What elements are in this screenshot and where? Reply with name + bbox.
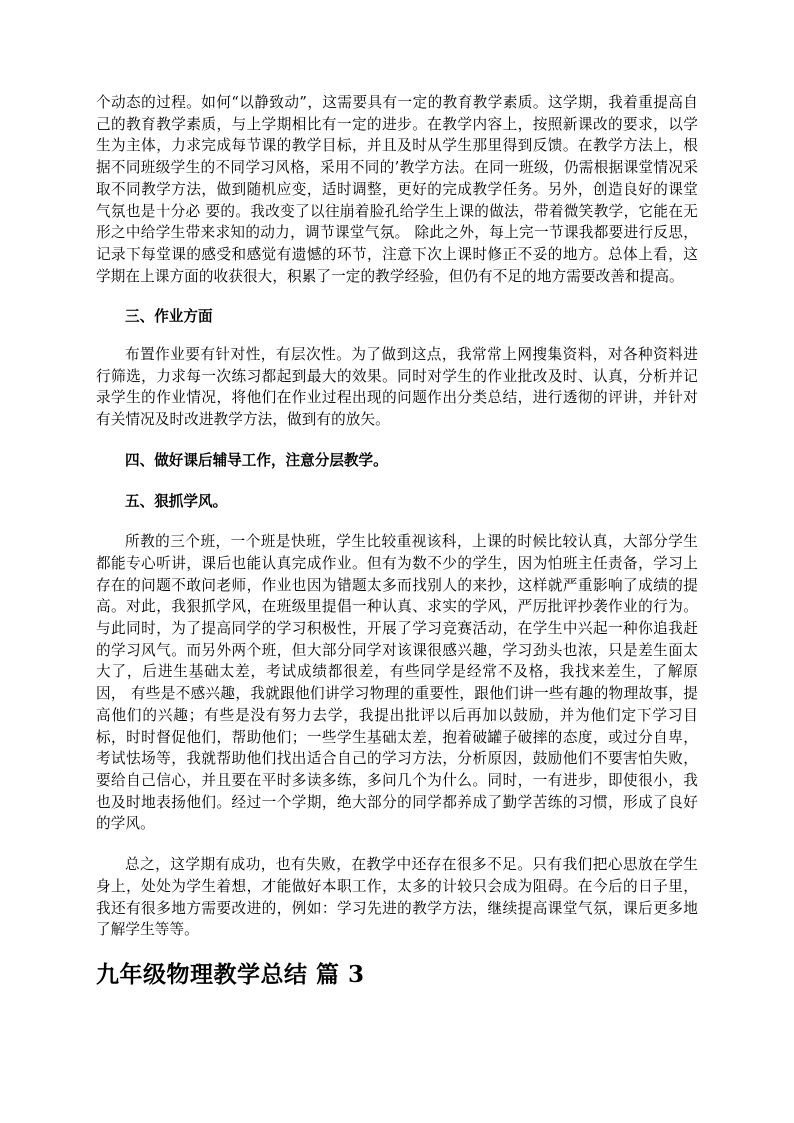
heading-study-style: 五、狠抓学风。 (125, 492, 228, 510)
document-page (96, 92, 698, 990)
spacer (96, 431, 698, 450)
heading-tutoring: 四、做好课后辅导工作，注意分层教学。 (125, 451, 388, 469)
heading-homework: 三、作业方面 (125, 308, 213, 326)
spacer (96, 835, 698, 854)
paragraph-summary: 总之，这学期有成功，也有失败，在教学中还存在很多不足。只有我们把心思放在学生身上，处处为学生着想，才能做好本职工作，太多的计较只会成为阻碍。在今后的日子里，我还有很多地方需要改进的，例如：学习先进的教学方法，继续提高课堂气氛，课后更多地了解学生等等。 (96, 856, 698, 939)
spacer (96, 472, 698, 491)
paragraph-study-style: 所教的三个班，一个班是快班，学生比较重视该科，上课的时候比较认真，大部分学生都能专心听讲，课后也能认真完成作业。但有为数不少的学生，因为怕班主任责备，学习上存在的问题不敢问老师，作业也因为错题太多而找别人的来抄，这样就严重影响了成绩的提高。对此，我狠抓学风，在班级里提倡一种认真、求实的学风，严厉批评抄袭作业的行为。与此同时，为了提高同学的学习积极性，开展了学习竞赛活动，在学生中兴起一种你追我赶的学习风气。而另外两个班，但大部分同学对该课很感兴趣，学习劲头也浓，只是差生面太大了，后进生基础太差，考试成绩都很差，有些同学是经常不及格，我找来差生，了解原因， 有些是不感兴趣，我就跟他们讲学习物理的重要性，跟他们讲一些有趣的物理故事，提高他们的兴趣；有些是没有努力去学，我提出批评以后再加以鼓励，并为他们定下学习目标，时时督促他们，帮助他们；一些学生基础太差，抱着破罐子破摔的态度，或过分自卑，考试怯场等，我就帮助他们找出适合自己的学习方法，分析原因，鼓励他们不要害怕失败，要给自己信心，并且要在平时多读多练，多问几个为什么。同时，一有进步，即使很小，我也及时地表扬他们。经过一个学期，绝大部分的同学都养成了勤学苦练的习惯，形成了良好的学风。 (96, 533, 698, 833)
paragraph-homework: 布置作业要有针对性，有层次性。为了做到这点，我常常上网搜集资料，对各种资料进行筛选，力求每一次练习都起到最大的效果。同时对学生的作业批改及时、认真，分析并记录学生的作业情况，将他们在作业过程出现的问题作出分类总结，进行透彻的评讲，并针对有关情况及时改进教学方法，做到有的放矢。 (96, 346, 698, 429)
spacer (96, 941, 698, 960)
spacer (96, 328, 698, 344)
spacer (96, 512, 698, 531)
paragraph-teaching-methods: 个动态的过程。如何“以静致动”，这需要具有一定的教育教学素质。这学期，我着重提高自己的教育教学素质，与上学期相比有一定的进步。在教学内容上，按照新课改的要求，以学生为主体，力求完成每节课的教学目标，并且及时从学生那里得到反馈。在教学方法上，根据不同班级学生的不同学习风格，采用不同的’教学方法。在同一班级，仍需根据课堂情况采取不同教学方法，做到随机应变，适时调整，更好的完成教学任务。另外，创造良好的课堂气氛也是十分必 要的。我改变了以往崩着脸孔给学生上课的做法，带着微笑教学，它能在无形之中给学生带来求知的动力，调节课堂气氛。 除此之外，每上完一节课我都要进行反思，记录下每堂课的感受和感觉有遗憾的环节，注意下次上课时修正不妥的地方。总体上看，这学期在上课方面的收获很大，积累了一定的教学经验，但仍有不足的地方需要改善和提高。 (96, 94, 698, 285)
spacer (96, 287, 698, 306)
section-title: 九年级物理教学总结 篇 3 (96, 960, 365, 988)
